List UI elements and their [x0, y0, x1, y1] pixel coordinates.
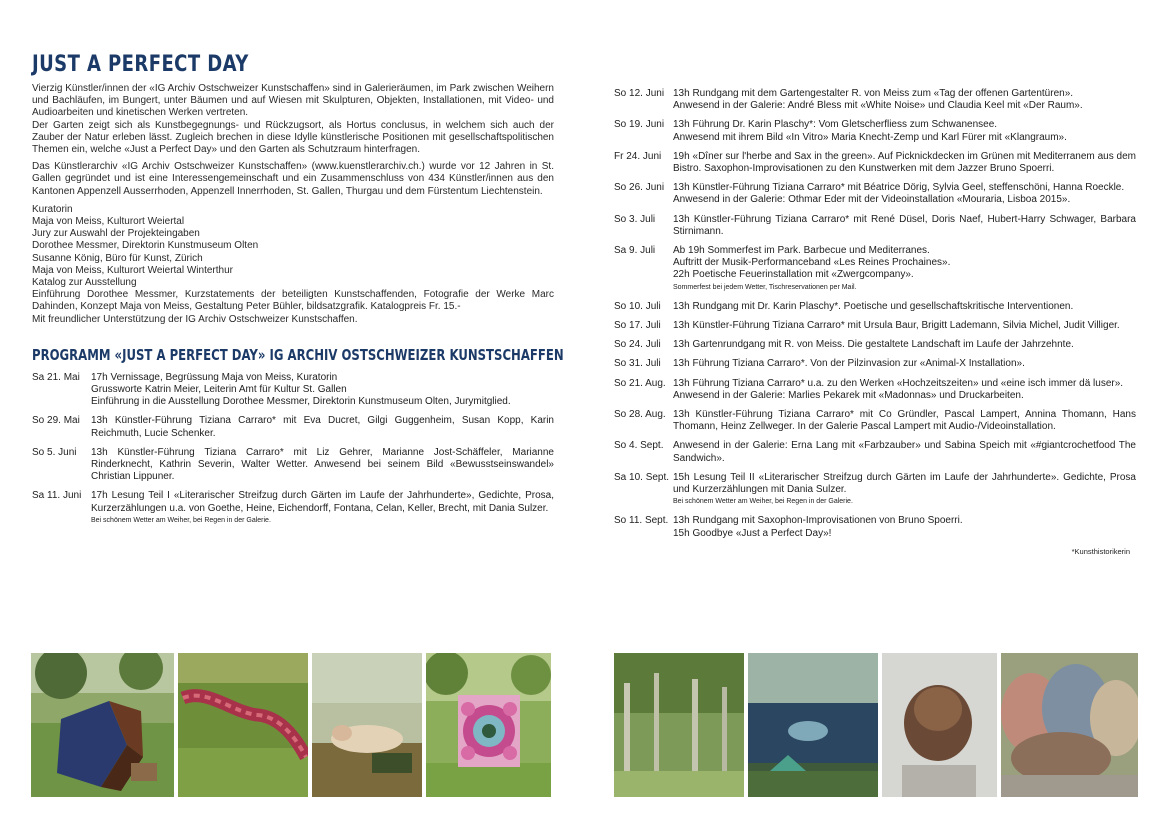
event-date: So 3. Juli: [614, 213, 656, 225]
credits-line: Maja von Meiss, Kulturort Weiertal Winterthur: [32, 264, 233, 276]
photo-child-head: [882, 653, 997, 797]
photo-sculpture-meadow: [31, 653, 174, 797]
intro-paragraph: Das Künstlerarchiv «IG Archiv Ostschweizer Kunstschaffen» (www.kuenstlerarchiv.ch.) wurde vor 12 Jahren in St. Gallen gegründet und ist eine Interessengemeinschaft und ein Zusammenschluss von 434 Künstler/innen aus den Kantonen Appenzell Ausserrhoden, Appenzell Innerrhoden, St. Gallen, Thurgau und dem Fürstentum Liechtenstein.: [32, 161, 554, 197]
event-description: [91, 447, 554, 484]
event-description: [673, 245, 1136, 294]
event-line: Anwesend in der Galerie: Erna Lang mit «Farbzauber» und Sabina Speich mit «#giantcrochetfood The Sandwich».: [673, 440, 1136, 464]
event-row: [32, 490, 554, 527]
event-row: [614, 214, 1136, 238]
event-line: Anwesend in der Galerie: Marlies Pekarek mit «Madonnas» und Druckarbeiten.: [673, 389, 1024, 401]
event-note: Sommerfest bei jedem Wetter, Tischreservationen per Mail.: [673, 283, 857, 291]
event-line: Anwesend in der Galerie: André Bless mit «White Noise» und Claudia Keel mit «Der Raum».: [673, 100, 1083, 112]
event-date: Fr 24. Juni: [614, 150, 662, 162]
event-description: [673, 301, 1136, 313]
event-line: Anwesend mit ihrem Bild «In Vitro» Maria Knecht-Zemp und Karl Fürer mit «Klangraum».: [673, 131, 1067, 143]
event-description: [673, 88, 1136, 112]
event-row: [614, 151, 1136, 175]
event-date: So 19. Juni: [614, 119, 665, 131]
event-line: 19h «Dîner sur l'herbe and Sax in the green». Auf Picknickdecken im Grünen mit Mediterranem aus dem Bistro. Saxophon-Improvisationen zu den Kunstwerken mit dem Jazzer Bruno Spoerri.: [673, 150, 1136, 175]
intro-paragraph: Der Garten zeigt sich als Kunstbegegnungs- und Rückzugsort, als Hortus conclusus, in welchem sich auch der Zauber der Natur erleben lässt. Zugleich brechen in diese Idylle künstlerische Positionen mit gesellschaftspolitischen Themen ein, welche «Just a Perfect Day» und den Garten als Schutzraum hinterfragen.: [32, 119, 554, 156]
event-date: So 11. Sept.: [614, 515, 669, 527]
event-line: 22h Poetische Feuerinstallation mit «Zwergcompany».: [673, 269, 914, 281]
event-row: [614, 339, 1136, 351]
event-date: So 26. Juni: [614, 182, 665, 194]
event-line: 17h Lesung Teil I «Literarischer Streifzug durch Gärten im Laufe der Jahrhunderte», Gedichte, Prosa, Kurzerzählungen u.a. von Goethe, Heine, Eichendorff, Fontana, Celan, Keller, Brecht, mit Dania Sulzer.: [91, 490, 554, 514]
event-date: Sa 9. Juli: [614, 245, 656, 257]
photo-garden-installation: [614, 653, 744, 797]
event-description: [673, 440, 1136, 464]
event-description: [673, 515, 1136, 539]
event-date: So 10. Juli: [614, 300, 661, 312]
event-date: So 4. Sept.: [614, 440, 664, 452]
event-line: Auftritt der Musik-Performanceband «Les Reines Prochaines».: [673, 257, 951, 269]
event-date: Sa 21. Mai: [32, 371, 80, 383]
event-description: [91, 372, 554, 409]
event-line: 13h Künstler-Führung Tiziana Carraro* mit Liz Gehrer, Marianne Jost-Schäffeler, Marianne Rinderknecht, Kathrin Severin, Walter Wetter. Anwesend bei seinem Bild «Bewusstseinswandel» Christian Lippuner.: [91, 446, 554, 483]
photo-pond: [748, 653, 878, 797]
event-line: 13h Künstler-Führung Tiziana Carraro* mit Béatrice Dörig, Sylvia Geel, steffenschöni, Hanna Roeckle.: [673, 182, 1125, 194]
event-description: [673, 339, 1136, 351]
event-row: [614, 88, 1136, 112]
event-row: [614, 301, 1136, 313]
photo-crochet-sculpture: [1001, 653, 1138, 797]
event-row: [614, 320, 1136, 332]
event-line: 13h Künstler-Führung Tiziana Carraro* mit Co Gründler, Pascal Lampert, Annina Thomann, Hans Thomann, Heinz Zellweger. In der Galerie Pascal Lampert mit Audio-/Videoinstallation.: [673, 409, 1136, 433]
event-description: [673, 182, 1136, 206]
credits-line: Maja von Meiss, Kulturort Weiertal: [32, 216, 185, 228]
event-row: [614, 409, 1136, 433]
event-line: Einführung in die Ausstellung Dorothee Messmer, Direktorin Kunstmuseum Olten, Jurymitglied.: [91, 396, 511, 408]
event-line: 13h Rundgang mit dem Gartengestalter R. von Meiss zum «Tag der offenen Gartentüren».: [673, 88, 1074, 99]
right-page: [614, 88, 1136, 556]
credits-line: Mit freundlicher Unterstützung der IG Archiv Ostschweizer Kunstschaffen.: [32, 313, 358, 325]
event-line: Grussworte Katrin Meier, Leiterin Amt für Kultur St. Gallen: [91, 384, 347, 396]
event-date: Sa 11. Juni: [32, 490, 82, 502]
event-row: [614, 182, 1136, 206]
event-row: [614, 515, 1136, 539]
event-date: So 12. Juni: [614, 88, 665, 99]
photo-mandala-garden: [426, 653, 551, 797]
event-line: Ab 19h Sommerfest im Park. Barbecue und Mediterranes.: [673, 245, 930, 257]
event-description: [91, 490, 554, 527]
left-page: [32, 52, 564, 534]
credits-line: Katalog zur Ausstellung: [32, 277, 137, 289]
event-description: [91, 415, 554, 439]
photo-painting-figure: [312, 653, 422, 797]
event-date: So 28. Aug.: [614, 409, 666, 421]
event-row: [614, 440, 1136, 464]
event-date: So 17. Juli: [614, 320, 661, 332]
event-note: Bei schönem Wetter am Weiher, bei Regen in der Galerie.: [91, 516, 271, 524]
event-row: [32, 415, 554, 439]
event-line: 13h Rundgang mit Saxophon-Improvisationen von Bruno Spoerri.: [673, 515, 963, 527]
event-line: 13h Künstler-Führung Tiziana Carraro* mit Eva Ducret, Gilgi Guggenheim, Susan Kopp, Karin Reichmuth, Lucie Schenker.: [91, 415, 554, 439]
event-line: 15h Goodbye «Just a Perfect Day»!: [673, 527, 832, 539]
event-line: 13h Künstler-Führung Tiziana Carraro* mit Ursula Baur, Brigitt Lademann, Silvia Michel, Judit Villiger.: [673, 320, 1120, 332]
event-row: [614, 245, 1136, 294]
event-line: 15h Lesung Teil II «Literarischer Streifzug durch Gärten im Laufe der Jahrhunderte». Gedichte, Prosa und Kurzerzählungen mit Dania Sulzer.: [673, 471, 1136, 496]
event-row: [614, 119, 1136, 143]
event-row: [614, 378, 1136, 402]
event-line: 17h Vernissage, Begrüssung Maja von Meiss, Kuratorin: [91, 371, 338, 383]
event-description: [673, 320, 1136, 332]
event-date: Sa 10. Sept.: [614, 471, 670, 483]
program-title: PROGRAMM «JUST A PERFECT DAY» IG ARCHIV OSTSCHWEIZER KUNSTSCHAFFEN: [32, 345, 564, 364]
event-line: Anwesend in der Galerie: Othmar Eder mit der Videoinstallation «Mouraria, Lisboa 2015».: [673, 194, 1071, 206]
event-line: 13h Rundgang mit Dr. Karin Plaschy*. Poetische und gesellschaftskritische Interventionen.: [673, 300, 1074, 312]
events-list-right: [614, 88, 1136, 540]
event-date: So 5. Juni: [32, 446, 77, 458]
intro-paragraph: Vierzig Künstler/innen der «IG Archiv Ostschweizer Kunstschaffen» sind in Galerieräumen, im Park zwischen Weihern und Bachläufen, im Bungert, unter Bäumen und auf Wiesen mit Skulpturen, Objekten, Installationen, mit Video- und Audioarbeiten und kinetischen Werken vertreten.: [32, 83, 554, 119]
event-row: [32, 447, 554, 484]
photo-ribbon-lawn: [178, 653, 308, 797]
credits-line: Susanne König, Büro für Kunst, Zürich: [32, 252, 203, 264]
events-list-left: [32, 372, 554, 527]
event-note: Bei schönem Wetter am Weiher, bei Regen in der Galerie.: [673, 498, 853, 506]
credits-block: [32, 204, 554, 326]
event-description: [673, 214, 1136, 238]
footnote: *Kunsthistorikerin: [1071, 546, 1130, 556]
program-section: [32, 345, 564, 527]
page-title: JUST A PERFECT DAY: [32, 52, 249, 77]
event-date: So 31. Juli: [614, 358, 661, 370]
event-line: 13h Gartenrundgang mit R. von Meiss. Die gestaltete Landschaft im Laufe der Jahrzehnte.: [673, 339, 1074, 351]
event-row: [32, 372, 554, 409]
event-date: So 24. Juli: [614, 339, 661, 351]
credits-line: Kuratorin: [32, 203, 73, 215]
credits-line: Dorothee Messmer, Direktorin Kunstmuseum Olten: [32, 240, 259, 252]
event-description: [673, 119, 1136, 143]
event-line: 13h Führung Tiziana Carraro* u.a. zu den Werken «Hochzeitszeiten» und «eine isch immer dä luser».: [673, 377, 1124, 389]
intro-text: [32, 83, 554, 198]
event-row: [614, 472, 1136, 509]
event-line: 13h Führung Dr. Karin Plaschy*: Vom Gletscherfliess zum Schwanensee.: [673, 119, 998, 131]
event-description: [673, 151, 1136, 175]
event-line: 13h Künstler-Führung Tiziana Carraro* mit René Düsel, Doris Naef, Hubert-Harry Schwager, Barbara Stirnimann.: [673, 213, 1136, 237]
credits-line: Einführung Dorothee Messmer, Kurzstatements der beteiligten Kunstschaffenden, Fotografie der Werke Marc Dahinden, Konzept Maja von Meiss, Gestaltung Peter Bühler, bildsatzgrafik. Katalogpreis Fr. 15.-: [32, 289, 554, 313]
event-description: [673, 358, 1136, 370]
photo-strip-right: [614, 653, 1138, 797]
photo-strip-left: [31, 653, 551, 797]
event-description: [673, 472, 1136, 509]
event-date: So 29. Mai: [32, 415, 80, 427]
credits-line: Jury zur Auswahl der Projekteingaben: [32, 228, 200, 240]
event-description: [673, 409, 1136, 433]
event-line: 13h Führung Tiziana Carraro*. Von der Pilzinvasion zur «Animal-X Installation».: [673, 358, 1025, 370]
event-date: So 21. Aug.: [614, 377, 666, 389]
event-row: [614, 358, 1136, 370]
event-description: [673, 378, 1136, 402]
